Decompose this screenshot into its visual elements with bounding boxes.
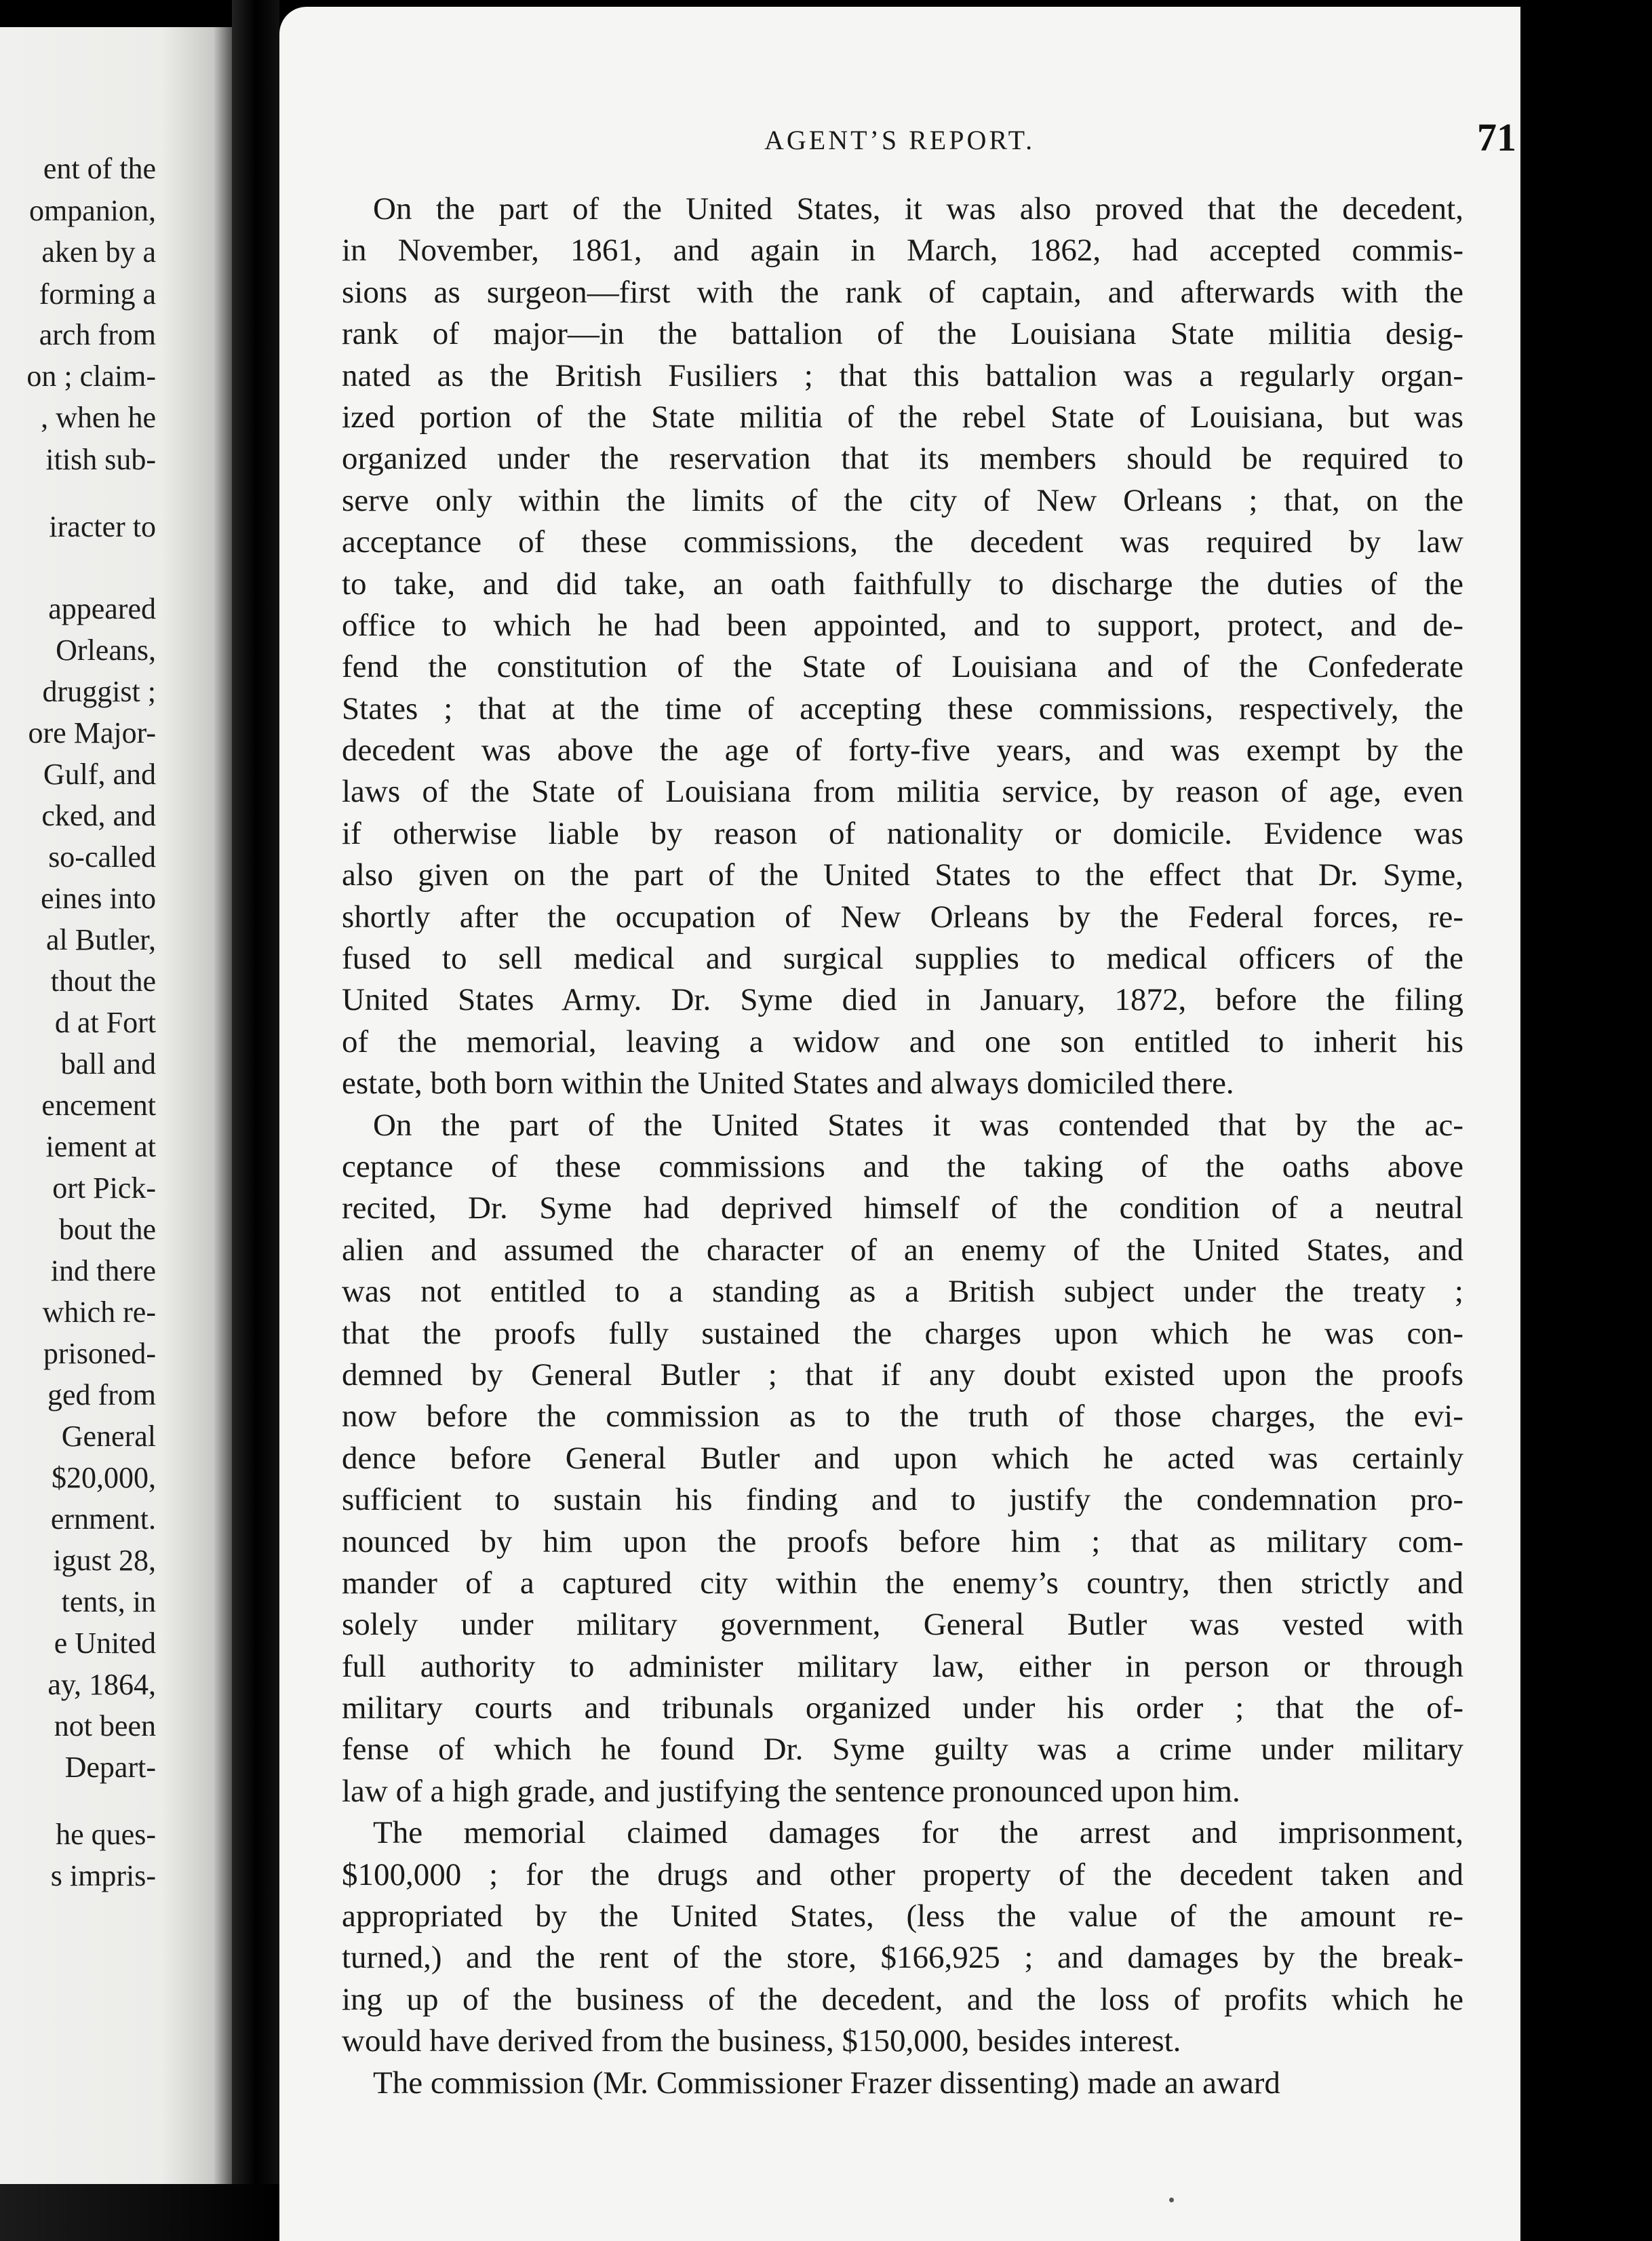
text-line: serve only within the limits of the city of New Orleans ; that, on the: [342, 482, 1463, 518]
paragraph: [342, 2063, 1463, 2104]
text-line: ized portion of the State militia of the rebel State of Louisiana, but was: [342, 399, 1463, 435]
page-71: [279, 7, 1520, 2241]
text-line: nounced by him upon the proofs before him ; that as military com-: [342, 1523, 1463, 1559]
text-line: On the part of the United States, it was also proved that the decedent,: [373, 191, 1463, 227]
left-page-fragment: not been: [54, 1709, 156, 1742]
left-page-fragment: ore Major-: [28, 716, 156, 749]
page-number: 71: [1477, 115, 1516, 159]
text-line: law of a high grade, and justifying the sentence pronounced upon him.: [342, 1773, 1240, 1809]
text-line: States ; that at the time of accepting these commissions, respectively, the: [342, 690, 1463, 726]
text-line: alien and assumed the character of an enemy of the United States, and: [342, 1232, 1463, 1268]
paragraph: [342, 1812, 1463, 2062]
text-line: ing up of the business of the decedent, and the loss of profits which he: [342, 1981, 1463, 2017]
text-line: appropriated by the United States, (less the value of the amount re-: [342, 1898, 1463, 1934]
text-line: of the memorial, leaving a widow and one son entitled to inherit his: [342, 1024, 1463, 1059]
left-page-fragment: igust 28,: [53, 1544, 156, 1577]
left-page-fragment: bout the: [59, 1213, 156, 1246]
left-page-fragment: forming a: [39, 277, 156, 311]
text-line: organized under the reservation that its members should be required to: [342, 441, 1463, 477]
left-page-fragment: so-called: [48, 840, 156, 874]
left-page-fragment: prisoned-: [43, 1337, 156, 1370]
left-page-fragment: druggist ;: [42, 675, 156, 708]
text-line: $100,000 ; for the drugs and other property of the decedent taken and: [342, 1856, 1463, 1892]
text-line: decedent was above the age of forty-five years, and was exempt by the: [342, 733, 1463, 768]
left-page-fragment: ent of the: [43, 152, 156, 185]
left-page-fragment: iement at: [45, 1130, 156, 1163]
text-line: demned by General Butler ; that if any doubt existed upon the proofs: [342, 1357, 1463, 1392]
scan-border-right: [1520, 0, 1652, 2241]
text-line: office to which he had been appointed, and to support, protect, and de-: [342, 607, 1463, 643]
left-page-fragment: General: [61, 1420, 156, 1453]
left-page-fragment: s impris-: [50, 1859, 156, 1892]
running-head: [279, 115, 1520, 165]
paragraph: [342, 189, 1463, 1105]
text-line: would have derived from the business, $150,000, besides interest.: [342, 2023, 1181, 2059]
scan-speck: [1169, 2198, 1174, 2202]
text-line: laws of the State of Louisiana from militia service, by reason of age, even: [342, 774, 1463, 810]
text-line: acceptance of these commissions, the decedent was required by law: [342, 524, 1463, 560]
text-line: was not entitled to a standing as a British subject under the treaty ;: [342, 1274, 1463, 1310]
text-line: if otherwise liable by reason of nationality or domicile. Evidence was: [342, 815, 1463, 851]
left-page-fragment: ernment.: [50, 1502, 156, 1536]
text-line: fense of which he found Dr. Syme guilty was a crime under military: [342, 1732, 1463, 1768]
left-page-fragment: itish sub-: [45, 443, 156, 476]
left-page-fragment: Gulf, and: [43, 758, 156, 791]
left-page-fragment: ind there: [50, 1254, 156, 1287]
text-line: sions as surgeon—first with the rank of captain, and afterwards with the: [342, 274, 1463, 310]
scan-border-bottom-left: [0, 2184, 279, 2241]
text-line: to take, and did take, an oath faithfully to discharge the duties of the: [342, 566, 1463, 602]
text-line: military courts and tribunals organized under his order ; that the of-: [342, 1690, 1463, 1726]
left-page-fragment: ompanion,: [29, 194, 156, 227]
text-line: sufficient to sustain his finding and to justify the condemnation pro-: [342, 1482, 1463, 1518]
left-page-fragment: aken by a: [41, 235, 156, 269]
running-head-title: AGENT’S REPORT.: [764, 125, 1036, 155]
left-page-fragment: appeared: [48, 592, 156, 625]
left-page-fragment: Depart-: [64, 1751, 156, 1784]
body-text: [342, 189, 1463, 2104]
text-line: mander of a captured city within the enemy’s country, then strictly and: [342, 1565, 1463, 1601]
text-line: dence before General Butler and upon which he acted was certainly: [342, 1440, 1463, 1476]
left-page-fragment: he ques-: [56, 1818, 156, 1851]
left-page-fragment: d at Fort: [54, 1006, 156, 1039]
text-line: shortly after the occupation of New Orleans by the Federal forces, re-: [342, 899, 1463, 935]
text-line: fused to sell medical and surgical supplies to medical officers of the: [342, 941, 1463, 977]
text-line: also given on the part of the United States to the effect that Dr. Syme,: [342, 857, 1463, 893]
text-line: The commission (Mr. Commissioner Frazer dissenting) made an award: [373, 2065, 1280, 2101]
text-line: nated as the British Fusiliers ; that this battalion was a regularly organ-: [342, 357, 1463, 393]
left-page-fragment: ay, 1864,: [47, 1668, 156, 1701]
text-line: rank of major—in the battalion of the Louisiana State militia desig-: [342, 316, 1463, 352]
left-page-fragment: which re-: [42, 1295, 156, 1329]
left-page-fragment: cked, and: [41, 799, 156, 832]
text-line: in November, 1861, and again in March, 1862, had accepted commis-: [342, 233, 1463, 269]
book-gutter: [232, 0, 279, 2241]
text-line: that the proofs fully sustained the charges upon which he was con-: [342, 1315, 1463, 1351]
left-page-fragment: on ; claim-: [26, 359, 156, 393]
text-line: fend the constitution of the State of Louisiana and of the Confederate: [342, 649, 1463, 685]
paragraph: [342, 1105, 1463, 1813]
text-line: The memorial claimed damages for the arrest and imprisonment,: [373, 1815, 1463, 1851]
text-line: now before the commission as to the truth of those charges, the evi-: [342, 1399, 1463, 1435]
left-page-fragment: , when he: [41, 401, 156, 434]
left-page-fragment: $20,000,: [52, 1461, 156, 1494]
text-line: recited, Dr. Syme had deprived himself of the condition of a neutral: [342, 1190, 1463, 1226]
text-line: ceptance of these commissions and the taking of the oaths above: [342, 1148, 1463, 1184]
left-page-fragment: e United: [54, 1626, 156, 1660]
left-page-fragment: eines into: [41, 882, 156, 915]
left-page-fragment: ort Pick-: [52, 1171, 156, 1205]
left-page-fragment: encement: [41, 1089, 156, 1122]
text-line: United States Army. Dr. Syme died in January, 1872, before the filing: [342, 982, 1463, 1018]
left-page-fragment: tents, in: [61, 1585, 156, 1618]
text-line: full authority to administer military law, either in person or through: [342, 1648, 1463, 1684]
text-line: solely under military government, General Butler was vested with: [342, 1607, 1463, 1643]
left-page-fragment: iracter to: [49, 510, 156, 543]
text-line: turned,) and the rent of the store, $166,925 ; and damages by the break-: [342, 1940, 1463, 1976]
text-line: On the part of the United States it was contended that by the ac-: [373, 1107, 1463, 1143]
left-page-fragment: arch from: [39, 318, 156, 351]
left-page-fragment: thout the: [50, 964, 156, 998]
left-page-fragment: al Butler,: [46, 923, 156, 956]
left-page-fragment: ball and: [60, 1047, 156, 1080]
left-page-fragment: ged from: [47, 1378, 156, 1411]
left-page-fragment: Orleans,: [56, 634, 156, 667]
facing-page-left: [0, 27, 232, 2184]
text-line: estate, both born within the United States and always domiciled there.: [342, 1066, 1234, 1102]
